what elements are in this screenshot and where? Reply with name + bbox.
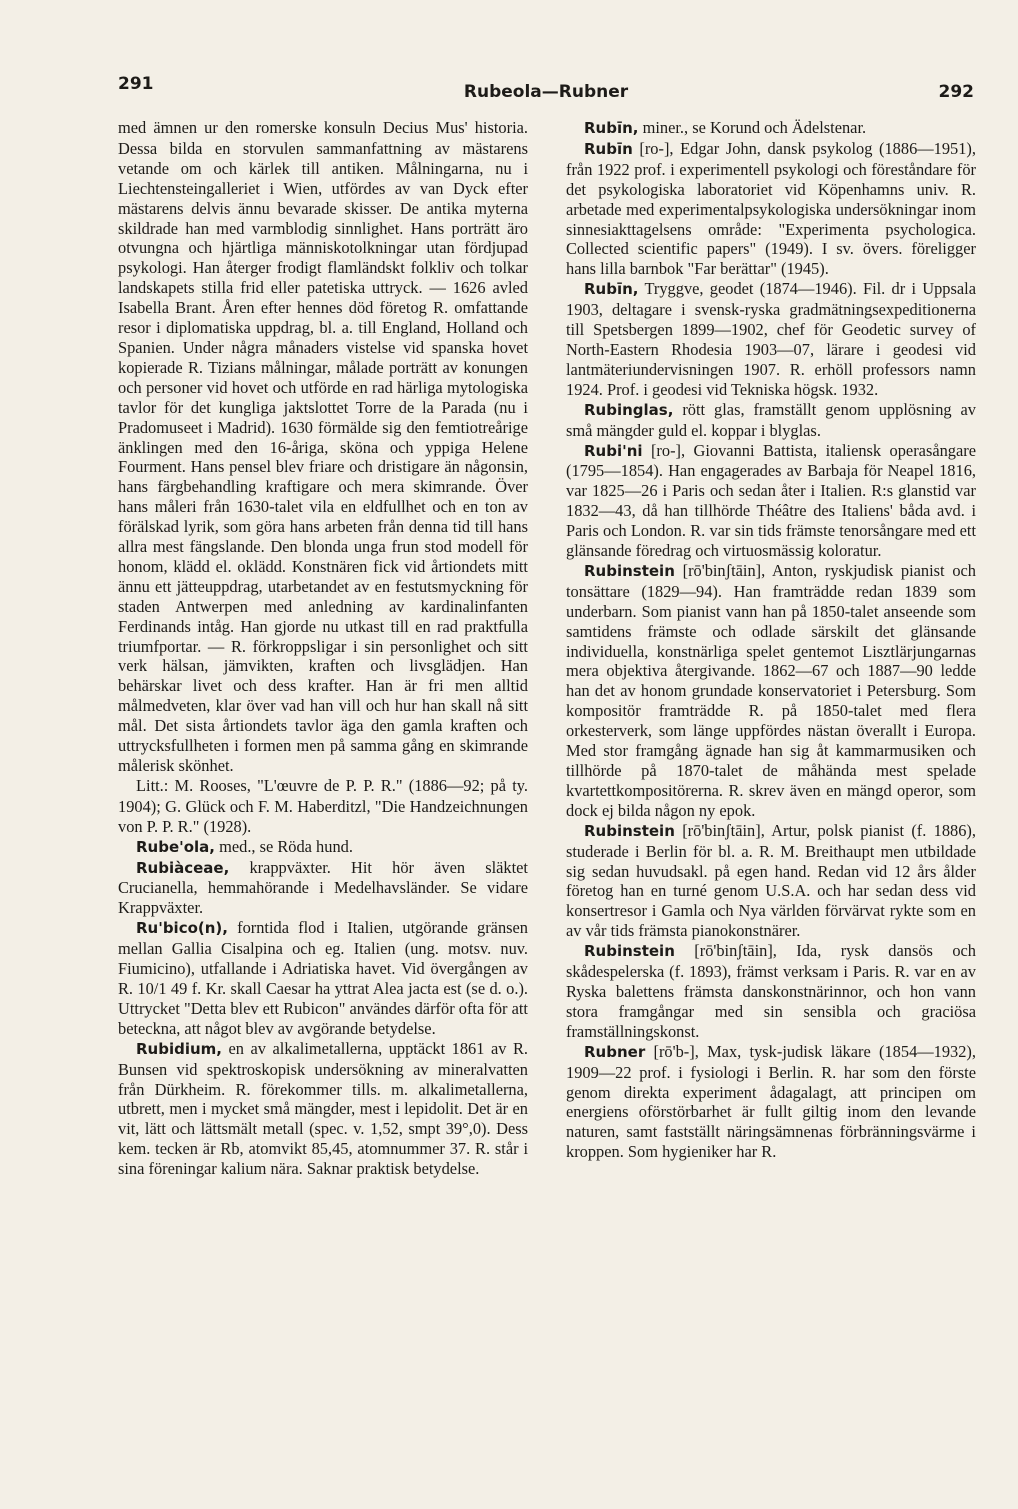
entry-rubin-edgar: Rubīn [ro-], Edgar John, dansk psykolog (1886—1951), från 1922 prof. i experimentell psykologi och föreståndare för det psykologiska laboratoriet vid Köpenhamns univ. R. arbetade med experimentalpsykologiska undersökningar inom sinnesiakttagelsens område: "Experimenta psychologica. Collected scientific papers" (1949). I sv. övers. föreligger hans lilla barnbok "Far berättar" (1945). — [566, 138, 976, 279]
page-header — [118, 74, 974, 108]
page-number-left: 291 — [118, 74, 154, 94]
entry-rubner: Rubner [rō'b-], Max, tysk-judisk läkare (1854—1932), 1909—22 prof. i fysiologi i Berlin. R. har som den förste genom direkta experiment ådagalagt, att principen om energiens oförstörbarhet är fullt giltig inom den levande naturen, samt fastställt näringsämnenas förbränningsvärme i kroppen. Som hygieniker har R. — [566, 1041, 976, 1162]
entry-rubiaceae: Rubiàceae, krappväxter. Hit hör även släktet Crucianella, hemmahörande i Medelhavsländer. Se vidare Krappväxter. — [118, 857, 528, 918]
page-number-right: 292 — [938, 82, 974, 102]
entry-rubinstein-anton: Rubinstein [rō'binʃtāin], Anton, ryskjudisk pianist och tonsättare (1829—94). Han framträdde redan 1839 som underbarn. Som pianist vann han på 1850-talet anseende som samtidens främste och odlade särskilt det glänsande individuella, konstnärliga spelet gentemot Lisztlärjungarnas mera objektiva återgivande. 1862—67 och 1887—90 ledde han det av honom grundade konservatoriet i Petersburg. Som kompositör framträdde R. på 1850-talet med flera orkesterverk, som länge uppfördes nästan överallt i Europa. Med stor framgång ägnade han sig åt kammarmusiken och tillhörde på 1870-talet de måhända mest spelade kvartettkompositörerna. R. skrev även en mängd operor, som dock ej bilda någon ny epok. — [566, 560, 976, 820]
entry-rubini: Rubi'ni [ro-], Giovanni Battista, italiensk operasångare (1795—1854). Han engagerades av Barbaja för Neapel 1816, var 1825—26 i Paris och sedan åter i Italien. R:s glanstid var 1832—43, då han tillhörde Théâtre des Italiens' båda avd. i Paris och London. R. var sin tids främste tenorsångare med ett glänsande föredrag och virtuosmässig koloratur. — [566, 440, 976, 561]
running-title: Rubeola—Rubner — [463, 82, 629, 102]
entry-rubin-tryggve: Rubīn, Tryggve, geodet (1874—1946). Fil. dr i Uppsala 1903, deltagare i svensk-ryska gradmätningsexpeditionerna till Spetsbergen 1899—1902, chef för Geodetic survey of North-Eastern Rhodesia 1903—07, lärare i geodesi vid lantmäteriundervisningen 1907. R. erhöll professors namn 1924. Prof. i geodesi vid Tekniska högsk. 1932. — [566, 279, 976, 399]
entry-rubeola: Rube'ola, med., se Röda hund. — [136, 836, 353, 856]
entry-rubidium: Rubidium, en av alkalimetallerna, upptäckt 1861 av R. Bunsen vid spektroskopisk undersökning av mineralvatten från Dürkheim. R. förekommer tills. m. alkalimetallerna, utbrett, men i mycket små mängder, mest i lepidolit. Det är en vit, lätt och lättsmält metall (spec. v. 1,52, smpt 39°,0). Dess kem. tecken är Rb, atomvikt 85,45, atomnummer 37. R. står i sina föreningar kalium nära. Saknar praktisk betydelse. — [118, 1038, 528, 1179]
entry-rubinglas: Rubinglas, rött glas, framställt genom upplösning av små mängder guld el. koppar i blyglas. — [566, 399, 976, 440]
entry-rubinstein-artur: Rubinstein [rō'binʃtāin], Artur, polsk pianist (f. 1886), studerade i Berlin för bl. a. R. M. Breithaupt men utbildade sig sedan huvudsakl. på egen hand. Redan vid 12 års ålder företog han en turné genom U.S.A. och har sedan dess vid konsertresor i Gamla och Nya världen förvärvat rykte som en av vår tids främsta pianokonstnärer. — [566, 820, 976, 941]
right-column — [566, 118, 976, 1162]
entry-rubinstein-ida: Rubinstein [rō'binʃtāin], Ida, rysk dansös och skådespelerska (f. 1893), främst verksam i Paris. R. var en av Ryska balettens främsta danskonstnärinnor, och hon vann stora framgångar med sin sensibla och graciösa framställningskonst. — [566, 941, 976, 1041]
article-paragraph: med ämnen ur den romerske konsuln Decius Mus' historia. Dessa bilda en storvulen sammanfattning av mästarens vetande om och kärlek till antiken. Målningarna, nu i Liechtensteingalleriet i Wien, utfördes av van Dyck efter mästarens delvis ännu bevarade skisser. De antika myterna skildrade han med varmblodig sinnlighet. Hans porträtt äro otvungna och hjärtliga människotolkningar utan fördjupad psykologi. Han återger frodigt flamländskt folkliv och tolkar landskapets stilla frid eller patetiska uttryck. — 1626 avled Isabella Brant. Åren efter hennes död företog R. omfattande resor i diplomatiska uppdrag, bl. a. till England, Holland och Spanien. Under några månaders vistelse vid spanska hovet kopierade R. Tizians målningar, målade porträtt av konungen och personer vid hovet och utförde en rad härliga mytologiska tavlor för det kungliga jaktslottet Torre de la Parada (nu i Pradomuseet i Madrid). 1630 förmälde sig den femtiotreårige änklingen med den 16-åriga, sköna och yppiga Helene Fourment. Hans pensel blev friare och dristigare än någonsin, hans färgbehandling kraftigare och mera skimrande. Över hans måleri från 1630-talet vila en eldfullhet och en ton av förälskad lyrik, som göra hans arbeten från denna tid till hans allra mest fängslande. Den blonda unga frun stod modell för honom, klädd el. oklädd. Konstnären fick vid årtiondets mitt ännu ett jätteuppdrag, utarbetandet av en festutsmyckning för staden Antwerpen med anledning av kardinalinfanten Ferdinands intåg. Han gjorde nu utkast till en rad praktfulla triumfportar. — R. förkroppsligar i sin personlighet och sitt verk hälsan, jämvikten, kraften och livsglädjen. Han behärskar livet och dess krafter. Han är fri men alltid målmedveten, klar över vad han vill och hur han skall nå sitt mål. Det sista årtiondets tavlor äga den gamla kraften och uttrycksfullheten i formen men på samma gång en skimrande målerisk skönhet. — [118, 118, 528, 775]
literature-paragraph: Litt.: M. Rooses, "L'œuvre de P. P. R." (1886—92; på ty. 1904); G. Glück och F. M. Haberditzl, "Die Handzeichnungen von P. P. R." (1928). — [118, 775, 528, 836]
entry-rubicon: Ru'bico(n), forntida flod i Italien, utgörande gränsen mellan Gallia Cisalpina och eg. Italien (ung. motsv. nuv. Fiumicino), utfallande i Adriatiska havet. Vid övergången av R. 10/1 49 f. Kr. skall Caesar ha yttrat Alea jacta est (se d. o.). Uttrycket "Detta blev ett Rubicon" användes därför ofta för att beteckna, att något blev av avgörande betydelse. — [118, 918, 528, 1038]
left-column — [118, 118, 528, 1179]
entry-rubin-miner: Rubīn, miner., se Korund och Ädelstenar. — [584, 118, 867, 137]
